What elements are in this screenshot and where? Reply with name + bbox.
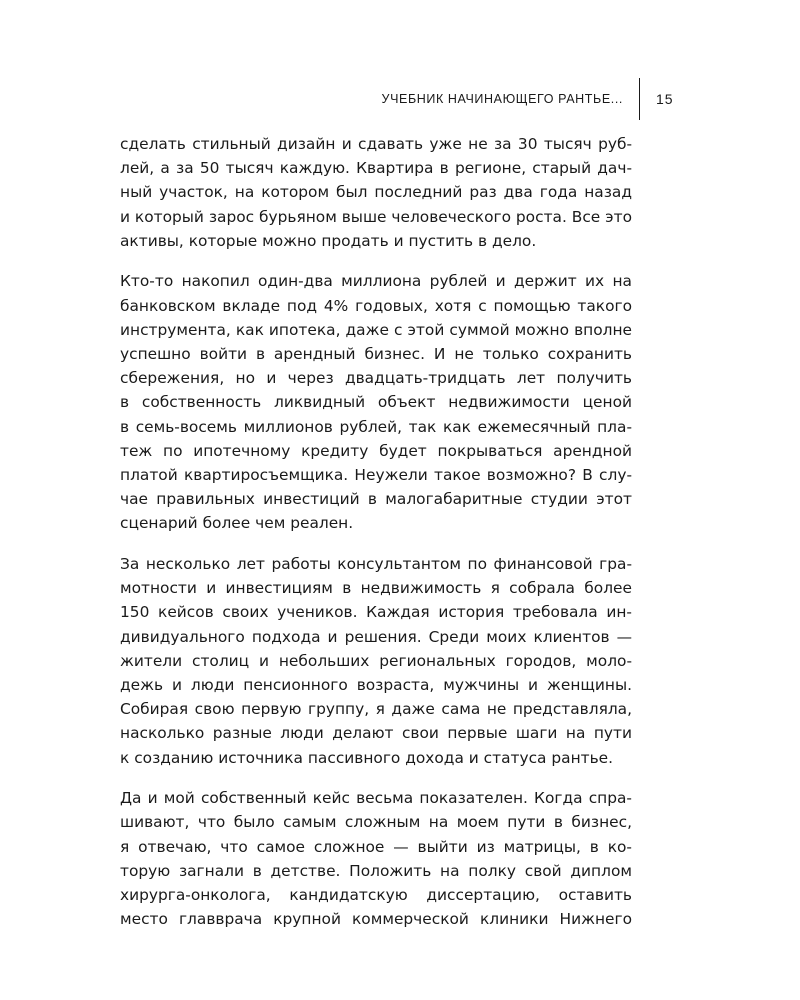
running-title: УЧЕБНИК НАЧИНАЮЩЕГО РАНТЬЕ...: [381, 92, 623, 106]
text-line: успешно войти в арендный бизнес. И не только сохранить: [120, 345, 632, 363]
paragraph-3: [120, 552, 632, 770]
text-line: дивидуального подхода и решения. Среди моих клиентов —: [120, 627, 632, 646]
text-line: банковском вкладе под 4% годовых, хотя с помощью такого: [120, 296, 632, 315]
text-line: жители столиц и небольших региональных городов, моло-: [120, 651, 632, 670]
text-line: шивают, что было самым сложным на моем пути в бизнес,: [120, 813, 632, 832]
text-line: 150 кейсов своих учеников. Каждая история требовала ин-: [120, 603, 632, 622]
text-line: Собирая свою первую группу, я даже сама не представляла,: [120, 700, 632, 719]
text-line: к созданию источника пассивного дохода и статуса рантье.: [120, 748, 614, 767]
text-line: Да и мой собственный кейс весьма показателен. Когда спра-: [120, 789, 632, 808]
page-number: 15: [656, 91, 674, 107]
text-line: в собственность ликвидный объект недвижимости ценой: [120, 393, 632, 412]
text-line: чае правильных инвестиций в малогабаритные студии этот: [120, 490, 632, 509]
text-line: и который зарос бурьяном выше человеческого роста. Все это: [120, 207, 632, 226]
text-line: я отвечаю, что самое сложное — выйти из матрицы, в ко-: [120, 837, 632, 856]
text-line: хирурга-онколога, кандидатскую диссертацию, оставить: [120, 885, 632, 904]
text-line: За несколько лет работы консультантом по финансовой гра-: [120, 555, 632, 573]
text-line: место главврача крупной коммерческой клиники Нижнего: [120, 910, 632, 929]
paragraph-1: [120, 132, 632, 253]
text-line: сбережения, но и через двадцать-тридцать лет получить: [120, 369, 632, 388]
paragraph-4: [120, 786, 632, 931]
paragraph-2: [120, 269, 632, 535]
text-line: ный участок, на котором был последний раз два года назад: [120, 183, 632, 202]
text-line: сделать стильный дизайн и сдавать уже не за 30 тысяч руб-: [120, 135, 632, 153]
text-line: сценарий более чем реален.: [120, 514, 354, 533]
text-line: активы, которые можно продать и пустить в дело.: [120, 231, 537, 250]
text-line: лей, а за 50 тысяч каждую. Квартира в регионе, старый дач-: [120, 159, 632, 178]
text-line: платой квартиросъемщика. Неужели такое возможно? В слу-: [120, 465, 632, 484]
text-line: в семь-восемь миллионов рублей, так как ежемесячный пла-: [120, 417, 632, 436]
text-line: инструмента, как ипотека, даже с этой суммой можно вполне: [120, 320, 632, 339]
running-header: [382, 78, 680, 120]
text-line: мотности и инвестициям в недвижимость я собрала более: [120, 579, 632, 598]
text-line: теж по ипотечному кредиту будет покрываться арендной: [120, 441, 632, 460]
body-text: [120, 132, 632, 948]
text-line: Кто-то накопил один-два миллиона рублей и держит их на: [120, 272, 632, 291]
text-line: дежь и люди пенсионного возраста, мужчины и женщины.: [120, 675, 632, 694]
text-line: насколько разные люди делают свои первые шаги на пути: [120, 724, 632, 743]
text-line: торую загнали в детстве. Положить на полку свой диплом: [120, 861, 632, 880]
